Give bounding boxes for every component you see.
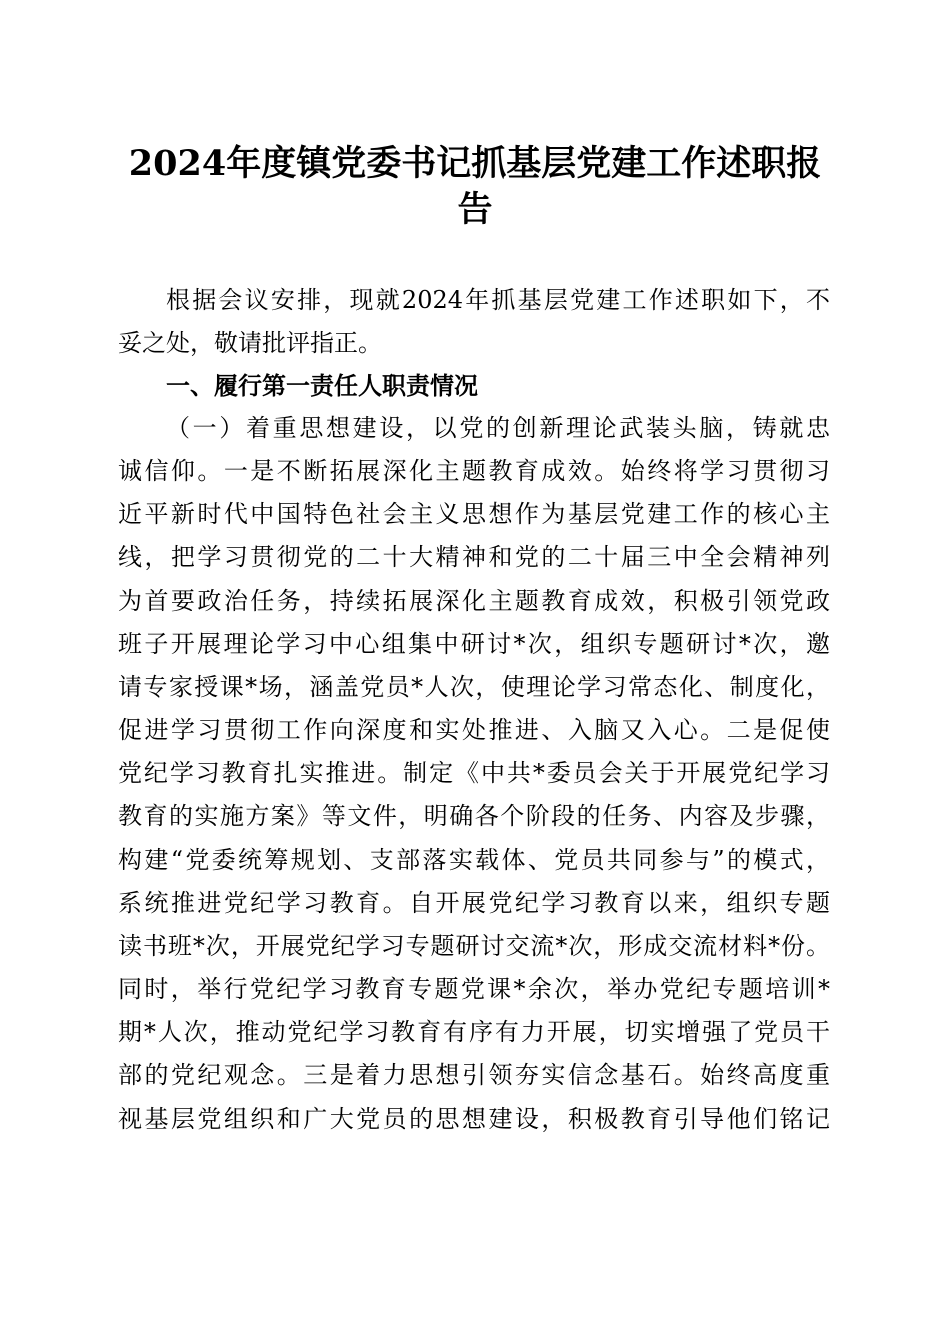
body-line: 部的党纪观念。三是着力思想引领夯实信念基石。始终高度重: [118, 1061, 830, 1089]
body-line: （一）着重思想建设，以党的创新理论武装头脑，铸就忠: [166, 414, 830, 442]
body-line: 班子开展理论学习中心组集中研讨*次，组织专题研讨*次，邀: [118, 630, 830, 658]
intro-paragraph-line: 根据会议安排，现就2024年抓基层党建工作述职如下，不: [166, 286, 830, 314]
body-line: 近平新时代中国特色社会主义思想作为基层党建工作的核心主: [118, 500, 830, 528]
intro-paragraph-line: 妥之处，敬请批评指正。: [118, 329, 382, 357]
body-line: 系统推进党纪学习教育。自开展党纪学习教育以来，组织专题: [118, 889, 830, 917]
body-line: 期*人次，推动党纪学习教育有序有力开展，切实增强了党员干: [118, 1018, 830, 1046]
body-line: 线，把学习贯彻党的二十大精神和党的二十届三中全会精神列: [118, 543, 830, 571]
body-line: 构建“党委统筹规划、支部落实载体、党员共同参与”的模式，: [118, 846, 830, 874]
document-title-line-1: 2024年度镇党委书记抓基层党建工作述职报: [128, 143, 822, 184]
body-line: 党纪学习教育扎实推进。制定《中共*委员会关于开展党纪学习: [118, 759, 830, 787]
body-line: 教育的实施方案》等文件，明确各个阶段的任务、内容及步骤，: [118, 802, 830, 830]
body-line: 请专家授课*场，涵盖党员*人次，使理论学习常态化、制度化，: [118, 673, 830, 701]
section-heading: 一、履行第一责任人职责情况: [166, 371, 478, 400]
body-line: 视基层党组织和广大党员的思想建设，积极教育引导他们铭记: [118, 1105, 830, 1133]
document-title-line-2: 告: [457, 189, 493, 230]
body-line: 读书班*次，开展党纪学习专题研讨交流*次，形成交流材料*份。: [118, 932, 830, 960]
body-line: 同时，举行党纪学习教育专题党课*余次，举办党纪专题培训*: [118, 975, 830, 1003]
body-line: 为首要政治任务，持续拓展深化主题教育成效，积极引领党政: [118, 587, 830, 615]
body-line: 诚信仰。一是不断拓展深化主题教育成效。始终将学习贯彻习: [118, 457, 830, 485]
body-line: 促进学习贯彻工作向深度和实处推进、入脑又入心。二是促使: [118, 716, 830, 744]
